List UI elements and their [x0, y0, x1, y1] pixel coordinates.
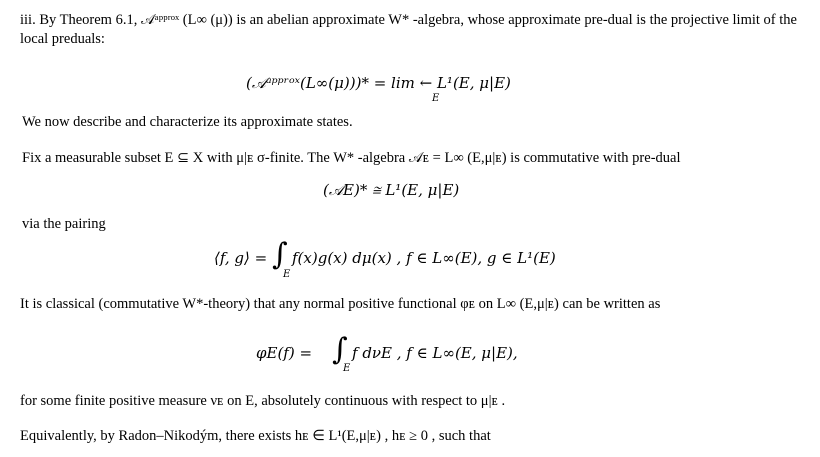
pairing-equation-rhs: f(x)g(x) dμ(x) , f ∈ L∞(E), g ∈ L¹(E): [292, 249, 556, 267]
via-pairing-text: via the pairing: [22, 216, 106, 232]
functional-equation-rhs: f dνE , f ∈ L∞(E, μ|E),: [352, 344, 518, 362]
approximate-states-intro: We now describe and characterize its approximate states.: [22, 114, 353, 130]
pairing-integral-sign: ∫: [272, 237, 288, 272]
classical-paragraph: It is classical (commutative W*-theory) that any normal positive functional φᴇ on L∞ (E,μ|ᴇ) can be written as: [20, 296, 661, 312]
pairing-integral-subscript: E: [283, 269, 291, 280]
functional-integral-subscript: E: [343, 363, 351, 374]
fix-subset-paragraph: Fix a measurable subset E ⊆ X with μ|ᴇ σ-finite. The W* -algebra 𝒜ᴇ = L∞ (E,μ|ᴇ) is commutative with pre-dual: [22, 150, 681, 166]
pairing-equation-lhs: ⟨f, g⟩ =: [214, 249, 268, 267]
theorem-paragraph-line-2: local preduals:: [20, 31, 105, 47]
theorem-paragraph-line-1: iii. By Theorem 6.1, 𝒜ᵃᵖᵖʳᵒˣ (L∞ (μ)) is an abelian approximate W* -algebra, whose approximate pre-dual is the projective limit of the: [20, 12, 797, 28]
radon-nikodym-paragraph: Equivalently, by Radon–Nikodým, there exists hᴇ ∈ L¹(E,μ|ᴇ) , hᴇ ≥ 0 , such that: [20, 428, 491, 444]
functional-integral-sign: ∫: [332, 332, 348, 367]
finite-measure-paragraph: for some finite positive measure νᴇ on E, absolutely continuous with respect to μ|ᴇ .: [20, 393, 506, 409]
predual-limit-subscript: E: [432, 93, 440, 104]
predual-limit-equation: (𝒜ᵃᵖᵖʳᵒˣ(L∞(μ)))* = lim ← L¹(E, μ|E): [246, 74, 511, 92]
local-predual-equation: (𝒜E)* ≅ L¹(E, μ|E): [323, 181, 460, 199]
functional-equation-lhs: φE(f) =: [256, 344, 313, 362]
